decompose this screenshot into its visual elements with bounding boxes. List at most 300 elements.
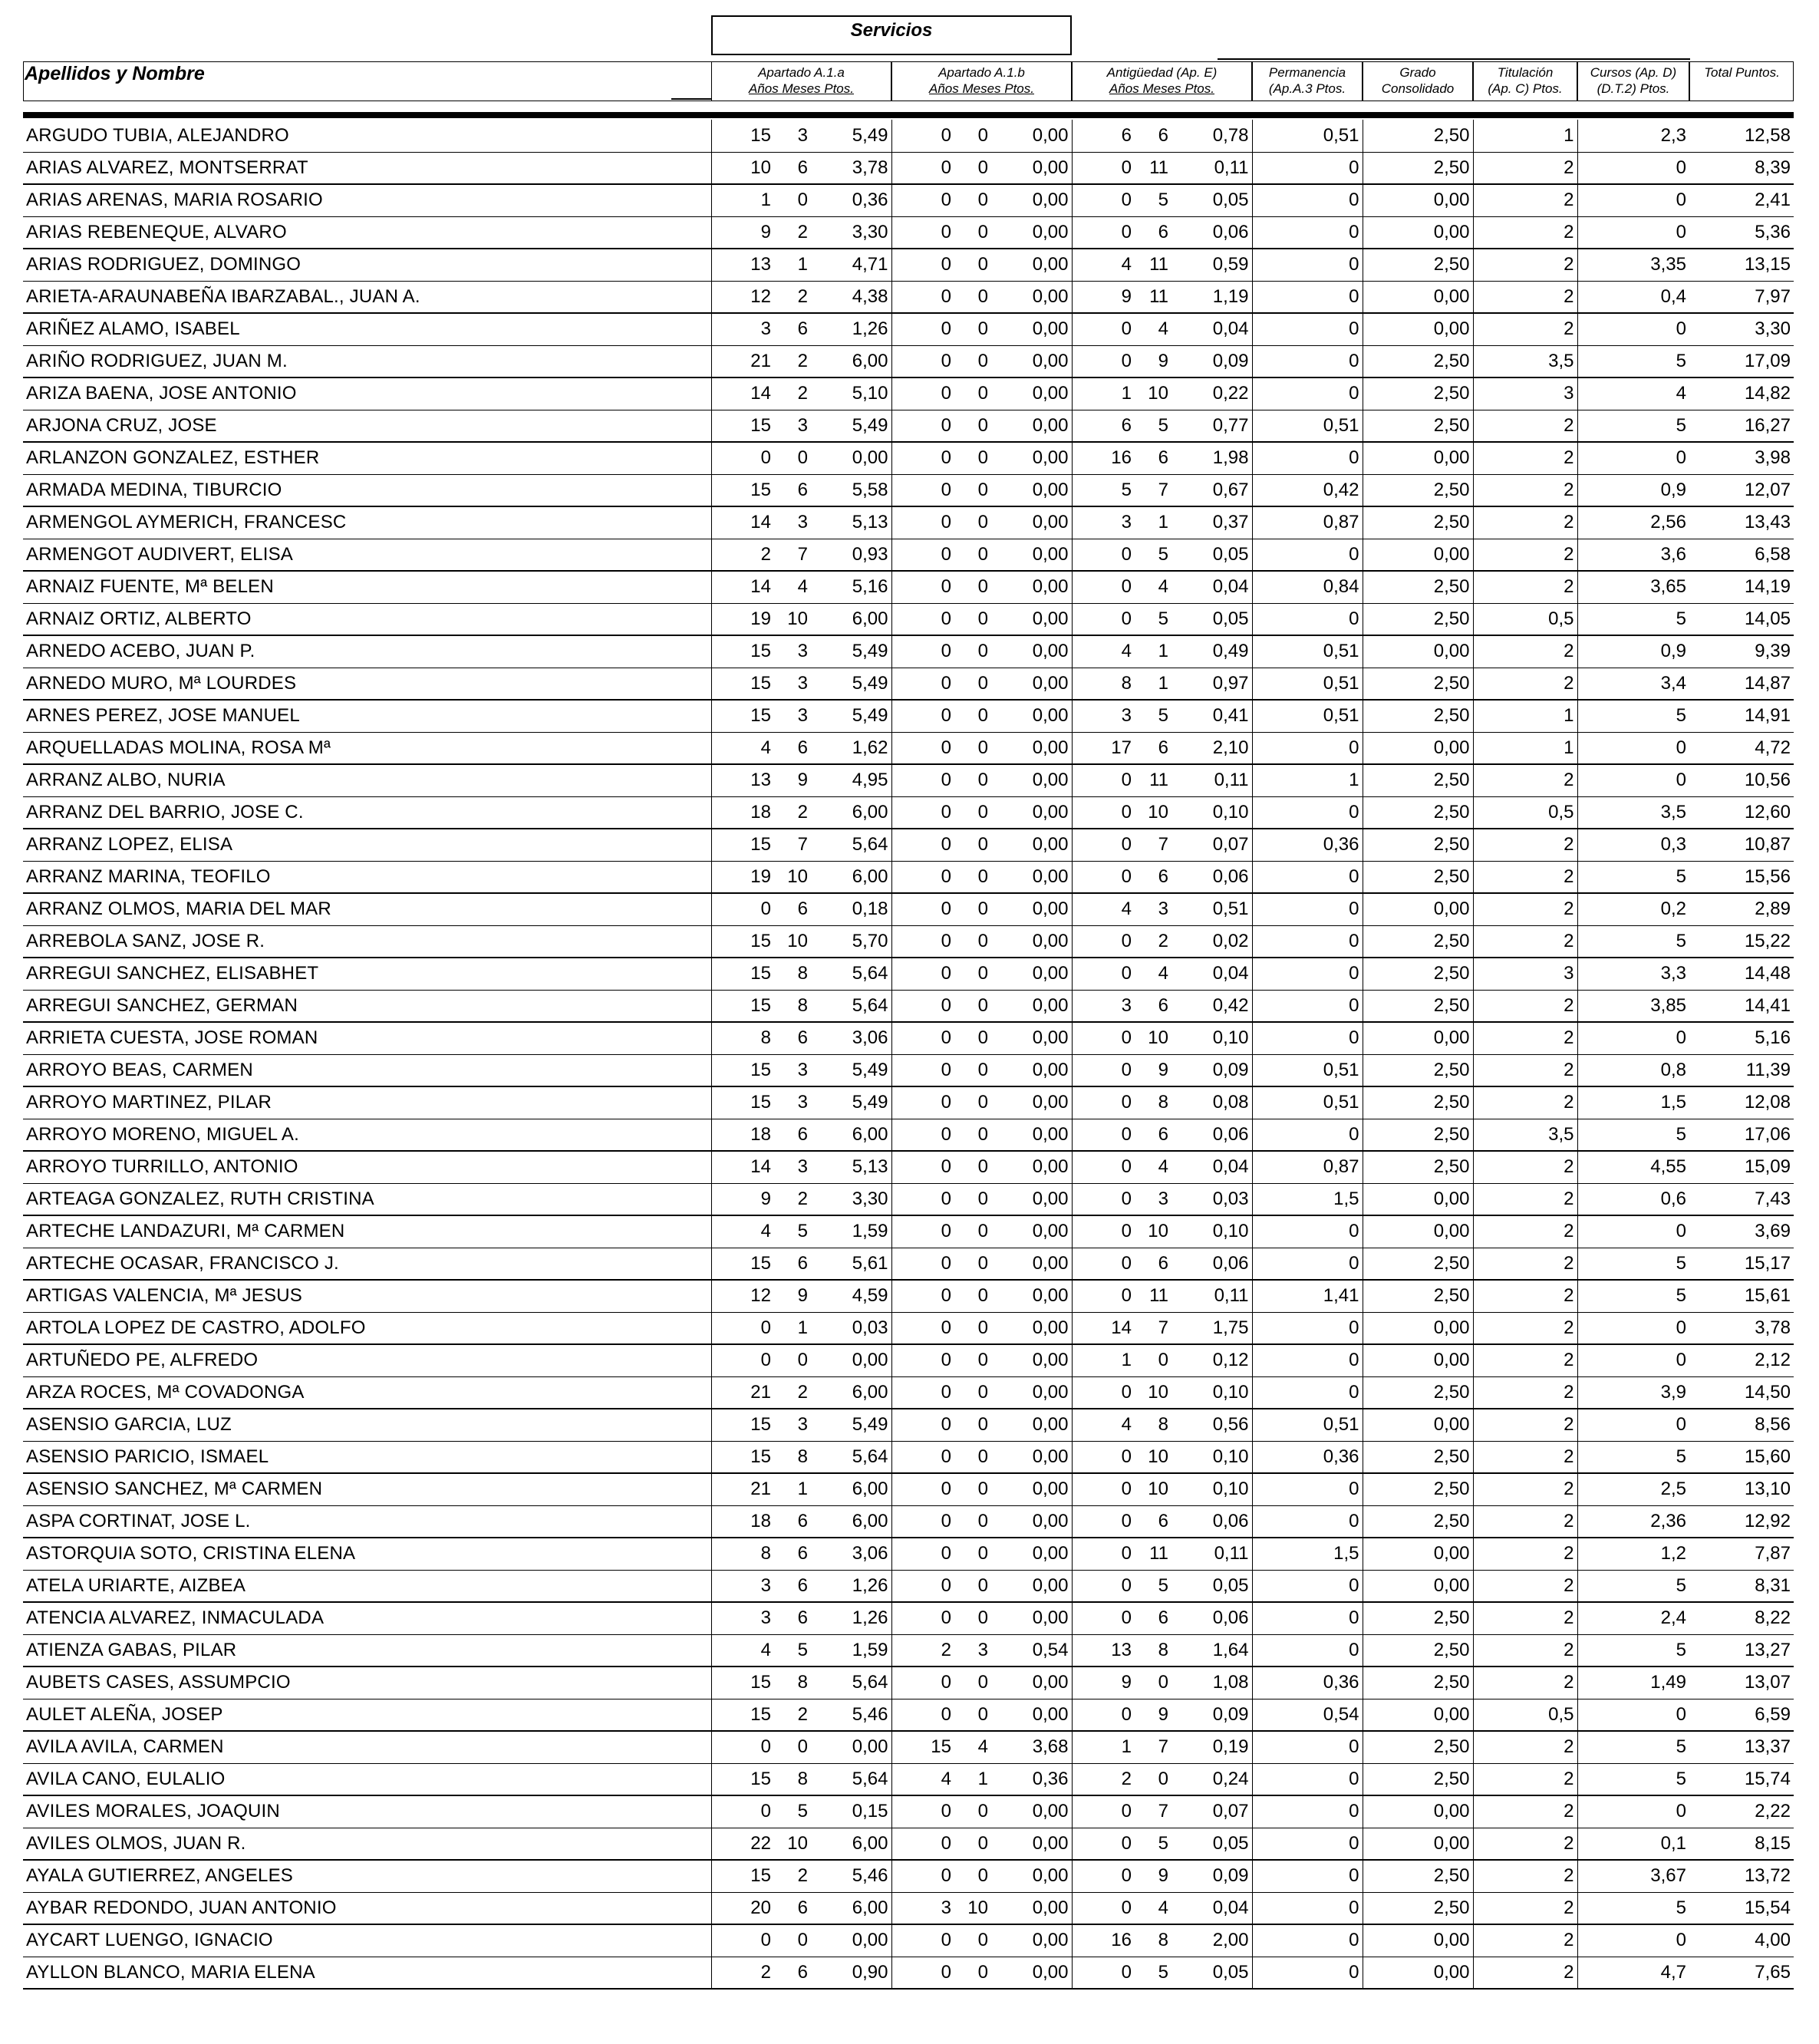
cell-total: 17,09 — [1689, 345, 1794, 377]
cell-a1a-meses: 6 — [774, 1505, 811, 1538]
cell-titulacion: 3 — [1473, 377, 1577, 410]
cell-cursos: 2,56 — [1577, 506, 1689, 539]
cell-grado: 2,50 — [1363, 1280, 1473, 1312]
cell-ant-ptos: 0,41 — [1171, 700, 1252, 732]
cell-a1a-ptos: 5,64 — [811, 829, 891, 861]
cell-permanencia: 0 — [1252, 1376, 1363, 1409]
cell-permanencia: 0 — [1252, 1924, 1363, 1957]
cell-a1a-meses: 3 — [774, 120, 811, 152]
cell-ant-meses: 11 — [1135, 152, 1171, 184]
cell-ant-anos: 5 — [1072, 474, 1135, 506]
cell-permanencia: 0,87 — [1252, 1151, 1363, 1183]
cell-a1b-meses: 0 — [954, 1828, 991, 1860]
apartado-a1b-subtitle: Años Meses Ptos. — [928, 81, 1034, 96]
table-row — [23, 377, 1794, 410]
cell-a1b-ptos: 0,00 — [991, 1183, 1072, 1215]
cell-a1a-ptos: 5,46 — [811, 1860, 891, 1892]
cell-permanencia: 0 — [1252, 1763, 1363, 1795]
cell-ant-meses: 10 — [1135, 796, 1171, 829]
cell-a1b-ptos: 0,00 — [991, 442, 1072, 474]
cell-a1a-anos: 4 — [711, 732, 774, 764]
cell-a1a-anos: 0 — [711, 893, 774, 925]
cell-a1b-anos: 0 — [891, 1795, 954, 1828]
cell-cursos: 0,9 — [1577, 635, 1689, 668]
cell-permanencia: 1,41 — [1252, 1280, 1363, 1312]
cell-ant-meses: 5 — [1135, 603, 1171, 635]
cell-a1a-meses: 6 — [774, 1022, 811, 1054]
cell-name: AYBAR REDONDO, JUAN ANTONIO — [23, 1892, 711, 1924]
cell-a1a-anos: 15 — [711, 1699, 774, 1731]
cell-total: 16,27 — [1689, 410, 1794, 442]
cell-permanencia: 0 — [1252, 1022, 1363, 1054]
cell-a1b-ptos: 0,00 — [991, 1957, 1072, 1989]
cell-a1a-ptos: 5,58 — [811, 474, 891, 506]
cell-name: ARTUÑEDO PE, ALFREDO — [23, 1344, 711, 1376]
cell-total: 8,31 — [1689, 1570, 1794, 1602]
cell-permanencia: 0 — [1252, 958, 1363, 990]
table-row — [23, 764, 1794, 796]
cell-permanencia: 0 — [1252, 1634, 1363, 1667]
cell-total: 13,72 — [1689, 1860, 1794, 1892]
cell-total: 4,72 — [1689, 732, 1794, 764]
cell-titulacion: 2 — [1473, 216, 1577, 249]
cell-total: 7,43 — [1689, 1183, 1794, 1215]
cell-name: ARTEAGA GONZALEZ, RUTH CRISTINA — [23, 1183, 711, 1215]
cell-a1a-ptos: 5,70 — [811, 925, 891, 958]
cell-a1a-ptos: 5,49 — [811, 700, 891, 732]
cell-a1b-anos: 0 — [891, 1957, 954, 1989]
cell-name: ATELA URIARTE, AIZBEA — [23, 1570, 711, 1602]
cell-cursos: 0 — [1577, 1215, 1689, 1248]
table-row — [23, 1312, 1794, 1344]
cell-a1b-anos: 0 — [891, 1119, 954, 1151]
cell-a1b-ptos: 0,00 — [991, 893, 1072, 925]
cell-a1b-anos: 0 — [891, 958, 954, 990]
cell-titulacion: 2 — [1473, 474, 1577, 506]
cell-a1b-meses: 0 — [954, 1667, 991, 1699]
cell-ant-ptos: 0,05 — [1171, 539, 1252, 571]
cell-ant-meses: 1 — [1135, 506, 1171, 539]
cell-total: 15,09 — [1689, 1151, 1794, 1183]
cell-a1b-anos: 0 — [891, 1248, 954, 1280]
cell-grado: 2,50 — [1363, 249, 1473, 281]
cell-permanencia: 0,51 — [1252, 635, 1363, 668]
cell-a1b-anos: 0 — [891, 249, 954, 281]
cell-a1a-ptos: 0,03 — [811, 1312, 891, 1344]
cell-ant-meses: 4 — [1135, 958, 1171, 990]
cell-name: ARMENGOT AUDIVERT, ELISA — [23, 539, 711, 571]
cell-a1a-ptos: 5,49 — [811, 1409, 891, 1441]
cell-permanencia: 0 — [1252, 1828, 1363, 1860]
cell-a1a-anos: 0 — [711, 442, 774, 474]
cell-a1b-ptos: 0,00 — [991, 474, 1072, 506]
cell-name: AYALA GUTIERREZ, ANGELES — [23, 1860, 711, 1892]
cell-a1a-anos: 15 — [711, 829, 774, 861]
cell-permanencia: 0 — [1252, 184, 1363, 216]
cell-cursos: 3,6 — [1577, 539, 1689, 571]
cell-grado: 2,50 — [1363, 829, 1473, 861]
cell-permanencia: 0,36 — [1252, 1441, 1363, 1473]
cell-permanencia: 0,51 — [1252, 1054, 1363, 1086]
cell-grado: 2,50 — [1363, 474, 1473, 506]
cell-a1b-ptos: 0,00 — [991, 1538, 1072, 1570]
cell-total: 14,19 — [1689, 571, 1794, 603]
cell-ant-anos: 0 — [1072, 958, 1135, 990]
cell-total: 13,37 — [1689, 1731, 1794, 1763]
cell-a1b-ptos: 0,00 — [991, 506, 1072, 539]
cell-ant-meses: 5 — [1135, 1828, 1171, 1860]
cell-titulacion: 2 — [1473, 1409, 1577, 1441]
cell-a1b-anos: 0 — [891, 1215, 954, 1248]
cell-cursos: 2,5 — [1577, 1473, 1689, 1505]
cell-titulacion: 2 — [1473, 635, 1577, 668]
cell-total: 3,98 — [1689, 442, 1794, 474]
cell-a1a-anos: 15 — [711, 1248, 774, 1280]
cell-a1b-meses: 0 — [954, 1699, 991, 1731]
cell-ant-meses: 11 — [1135, 1538, 1171, 1570]
table-row — [23, 281, 1794, 313]
cell-a1b-meses: 0 — [954, 345, 991, 377]
cell-a1a-ptos: 6,00 — [811, 1828, 891, 1860]
cell-permanencia: 0,51 — [1252, 1409, 1363, 1441]
cell-ant-meses: 5 — [1135, 410, 1171, 442]
cell-total: 12,07 — [1689, 474, 1794, 506]
cell-name: ARGUDO TUBIA, ALEJANDRO — [23, 120, 711, 152]
cell-ant-ptos: 0,10 — [1171, 1441, 1252, 1473]
cell-permanencia: 0 — [1252, 603, 1363, 635]
cell-ant-meses: 6 — [1135, 861, 1171, 893]
cell-grado: 2,50 — [1363, 1763, 1473, 1795]
cell-a1b-meses: 0 — [954, 1602, 991, 1634]
table-row — [23, 120, 1794, 152]
cell-titulacion: 2 — [1473, 1505, 1577, 1538]
cell-titulacion: 0,5 — [1473, 796, 1577, 829]
cell-ant-meses: 5 — [1135, 700, 1171, 732]
cell-a1a-meses: 2 — [774, 1699, 811, 1731]
cell-ant-meses: 0 — [1135, 1763, 1171, 1795]
apartado-a1a-subtitle: Años Meses Ptos. — [748, 81, 854, 96]
cell-a1a-anos: 14 — [711, 377, 774, 410]
cell-a1b-meses: 0 — [954, 1183, 991, 1215]
cell-a1b-anos: 0 — [891, 1602, 954, 1634]
cell-titulacion: 2 — [1473, 1215, 1577, 1248]
cell-a1b-meses: 0 — [954, 1344, 991, 1376]
cell-a1a-meses: 10 — [774, 925, 811, 958]
cell-name: ARNEDO MURO, Mª LOURDES — [23, 668, 711, 700]
cell-a1a-ptos: 0,00 — [811, 442, 891, 474]
cell-cursos: 0 — [1577, 152, 1689, 184]
cell-titulacion: 2 — [1473, 1731, 1577, 1763]
cell-ant-ptos: 0,56 — [1171, 1409, 1252, 1441]
cell-cursos: 5 — [1577, 1731, 1689, 1763]
cell-ant-ptos: 0,08 — [1171, 1086, 1252, 1119]
cell-name: ASENSIO SANCHEZ, Mª CARMEN — [23, 1473, 711, 1505]
cell-titulacion: 2 — [1473, 925, 1577, 958]
cell-a1a-anos: 18 — [711, 1505, 774, 1538]
cell-grado: 2,50 — [1363, 1376, 1473, 1409]
cell-ant-meses: 3 — [1135, 1183, 1171, 1215]
cell-cursos: 0 — [1577, 184, 1689, 216]
cell-cursos: 1,49 — [1577, 1667, 1689, 1699]
table-row — [23, 1828, 1794, 1860]
cell-a1b-ptos: 0,00 — [991, 1602, 1072, 1634]
cell-cursos: 0,2 — [1577, 893, 1689, 925]
cell-ant-ptos: 0,04 — [1171, 313, 1252, 345]
cell-ant-anos: 9 — [1072, 281, 1135, 313]
cell-ant-ptos: 0,06 — [1171, 1602, 1252, 1634]
cell-grado: 0,00 — [1363, 1570, 1473, 1602]
cell-grado: 2,50 — [1363, 958, 1473, 990]
cell-a1a-ptos: 5,46 — [811, 1699, 891, 1731]
cell-a1b-meses: 0 — [954, 990, 991, 1022]
cell-total: 8,39 — [1689, 152, 1794, 184]
cell-a1a-meses: 8 — [774, 990, 811, 1022]
cell-permanencia: 0 — [1252, 377, 1363, 410]
cell-cursos: 5 — [1577, 700, 1689, 732]
cell-a1b-ptos: 0,00 — [991, 345, 1072, 377]
cell-a1b-ptos: 0,00 — [991, 668, 1072, 700]
cell-a1a-meses: 7 — [774, 829, 811, 861]
cell-ant-anos: 0 — [1072, 216, 1135, 249]
cell-a1b-anos: 0 — [891, 474, 954, 506]
table-row — [23, 1731, 1794, 1763]
cell-a1b-anos: 0 — [891, 442, 954, 474]
cell-a1b-meses: 0 — [954, 861, 991, 893]
cell-a1a-ptos: 0,93 — [811, 539, 891, 571]
cell-ant-anos: 0 — [1072, 152, 1135, 184]
cell-a1a-meses: 6 — [774, 893, 811, 925]
cell-permanencia: 0 — [1252, 1795, 1363, 1828]
cell-titulacion: 2 — [1473, 1441, 1577, 1473]
cell-grado: 0,00 — [1363, 1538, 1473, 1570]
cell-titulacion: 3 — [1473, 958, 1577, 990]
cell-a1b-ptos: 0,00 — [991, 571, 1072, 603]
cell-cursos: 4 — [1577, 377, 1689, 410]
cell-a1b-meses: 0 — [954, 1570, 991, 1602]
cell-a1a-meses: 6 — [774, 313, 811, 345]
cell-a1a-ptos: 5,61 — [811, 1248, 891, 1280]
table-row — [23, 1215, 1794, 1248]
cell-ant-anos: 13 — [1072, 1634, 1135, 1667]
cell-ant-meses: 7 — [1135, 474, 1171, 506]
cell-name: ARIETA-ARAUNABEÑA IBARZABAL., JUAN A. — [23, 281, 711, 313]
cell-grado: 0,00 — [1363, 635, 1473, 668]
cell-titulacion: 2 — [1473, 184, 1577, 216]
cell-ant-ptos: 0,97 — [1171, 668, 1252, 700]
cell-titulacion: 2 — [1473, 1183, 1577, 1215]
cell-name: AUBETS CASES, ASSUMPCIO — [23, 1667, 711, 1699]
cell-a1b-ptos: 0,00 — [991, 1505, 1072, 1538]
cell-a1b-meses: 0 — [954, 184, 991, 216]
cell-a1b-anos: 0 — [891, 410, 954, 442]
cell-a1b-ptos: 0,00 — [991, 1828, 1072, 1860]
cell-cursos: 5 — [1577, 1570, 1689, 1602]
cell-ant-meses: 9 — [1135, 1860, 1171, 1892]
cell-a1a-ptos: 5,49 — [811, 410, 891, 442]
table-row — [23, 1957, 1794, 1989]
cell-a1a-anos: 4 — [711, 1215, 774, 1248]
cell-titulacion: 2 — [1473, 1473, 1577, 1505]
cell-a1b-meses: 0 — [954, 603, 991, 635]
cell-total: 6,58 — [1689, 539, 1794, 571]
cell-a1b-ptos: 0,54 — [991, 1634, 1072, 1667]
cell-ant-meses: 10 — [1135, 1441, 1171, 1473]
cell-a1a-anos: 15 — [711, 1860, 774, 1892]
cell-a1b-meses: 0 — [954, 1312, 991, 1344]
cell-a1b-meses: 0 — [954, 796, 991, 829]
titulacion-title: Titulación — [1497, 65, 1554, 80]
cell-ant-meses: 6 — [1135, 216, 1171, 249]
cell-permanencia: 0 — [1252, 796, 1363, 829]
cell-permanencia: 0 — [1252, 1602, 1363, 1634]
cell-permanencia: 0,51 — [1252, 700, 1363, 732]
cell-a1b-meses: 0 — [954, 1248, 991, 1280]
cell-total: 3,78 — [1689, 1312, 1794, 1344]
table-row — [23, 1763, 1794, 1795]
cell-a1b-anos: 3 — [891, 1892, 954, 1924]
table-row — [23, 925, 1794, 958]
cell-ant-meses: 10 — [1135, 1215, 1171, 1248]
cell-a1b-anos: 0 — [891, 571, 954, 603]
cell-cursos: 2,4 — [1577, 1602, 1689, 1634]
cell-a1b-anos: 0 — [891, 1860, 954, 1892]
cell-ant-anos: 0 — [1072, 861, 1135, 893]
cell-total: 7,87 — [1689, 1538, 1794, 1570]
cell-a1b-meses: 0 — [954, 1280, 991, 1312]
cell-grado: 2,50 — [1363, 377, 1473, 410]
cell-cursos: 3,5 — [1577, 796, 1689, 829]
cell-a1a-meses: 9 — [774, 1280, 811, 1312]
cell-a1a-ptos: 3,06 — [811, 1022, 891, 1054]
cell-titulacion: 2 — [1473, 1667, 1577, 1699]
cell-total: 13,10 — [1689, 1473, 1794, 1505]
table-row — [23, 990, 1794, 1022]
cell-permanencia: 0 — [1252, 1731, 1363, 1763]
cell-grado: 0,00 — [1363, 539, 1473, 571]
cell-ant-anos: 8 — [1072, 668, 1135, 700]
cell-titulacion: 2 — [1473, 1538, 1577, 1570]
cell-permanencia: 0 — [1252, 893, 1363, 925]
cell-total: 10,56 — [1689, 764, 1794, 796]
cell-a1b-ptos: 0,00 — [991, 410, 1072, 442]
cell-total: 12,60 — [1689, 796, 1794, 829]
cell-ant-anos: 0 — [1072, 1699, 1135, 1731]
cell-a1a-meses: 2 — [774, 1860, 811, 1892]
cell-name: AVILES MORALES, JOAQUIN — [23, 1795, 711, 1828]
cell-a1b-anos: 0 — [891, 1409, 954, 1441]
cell-ant-anos: 0 — [1072, 1248, 1135, 1280]
cell-a1a-meses: 8 — [774, 1763, 811, 1795]
cell-total: 3,30 — [1689, 313, 1794, 345]
cell-a1b-meses: 0 — [954, 1376, 991, 1409]
cell-name: ARQUELLADAS MOLINA, ROSA Mª — [23, 732, 711, 764]
cell-a1b-ptos: 0,00 — [991, 1022, 1072, 1054]
cell-ant-anos: 0 — [1072, 313, 1135, 345]
cell-a1b-ptos: 0,00 — [991, 732, 1072, 764]
cell-titulacion: 2 — [1473, 1344, 1577, 1376]
cell-ant-ptos: 0,05 — [1171, 184, 1252, 216]
cell-a1a-ptos: 1,26 — [811, 1602, 891, 1634]
cell-ant-ptos: 0,37 — [1171, 506, 1252, 539]
cell-a1b-anos: 0 — [891, 1570, 954, 1602]
cell-grado: 2,50 — [1363, 1731, 1473, 1763]
cell-ant-meses: 6 — [1135, 990, 1171, 1022]
cell-permanencia: 0 — [1252, 1119, 1363, 1151]
cell-a1a-meses: 0 — [774, 1344, 811, 1376]
cell-cursos: 0 — [1577, 1022, 1689, 1054]
table-row — [23, 1119, 1794, 1151]
cell-a1b-meses: 0 — [954, 1409, 991, 1441]
cell-a1a-ptos: 5,64 — [811, 990, 891, 1022]
cell-ant-anos: 0 — [1072, 829, 1135, 861]
cell-a1a-ptos: 6,00 — [811, 1376, 891, 1409]
cell-permanencia: 1 — [1252, 764, 1363, 796]
cell-a1a-anos: 3 — [711, 1602, 774, 1634]
cell-a1a-anos: 0 — [711, 1924, 774, 1957]
cell-cursos: 5 — [1577, 1634, 1689, 1667]
cell-permanencia: 0,84 — [1252, 571, 1363, 603]
cell-a1b-anos: 0 — [891, 1828, 954, 1860]
cell-ant-ptos: 0,10 — [1171, 1022, 1252, 1054]
cell-a1b-anos: 0 — [891, 1538, 954, 1570]
cell-a1a-meses: 3 — [774, 1151, 811, 1183]
cell-ant-ptos: 0,11 — [1171, 1538, 1252, 1570]
cell-name: ARJONA CRUZ, JOSE — [23, 410, 711, 442]
cell-name: AYCART LUENGO, IGNACIO — [23, 1924, 711, 1957]
cell-a1b-meses: 0 — [954, 668, 991, 700]
cell-ant-anos: 4 — [1072, 1409, 1135, 1441]
cell-grado: 2,50 — [1363, 152, 1473, 184]
cell-grado: 2,50 — [1363, 603, 1473, 635]
cell-a1b-anos: 4 — [891, 1763, 954, 1795]
cell-a1a-meses: 5 — [774, 1634, 811, 1667]
cell-ant-meses: 5 — [1135, 184, 1171, 216]
cell-cursos: 0 — [1577, 732, 1689, 764]
cell-name: ARIAS ARENAS, MARIA ROSARIO — [23, 184, 711, 216]
cell-ant-anos: 4 — [1072, 893, 1135, 925]
cell-grado: 2,50 — [1363, 1054, 1473, 1086]
cell-a1b-anos: 0 — [891, 1312, 954, 1344]
cell-ant-ptos: 0,10 — [1171, 1473, 1252, 1505]
cell-a1a-anos: 15 — [711, 410, 774, 442]
cell-name: ARTECHE OCASAR, FRANCISCO J. — [23, 1248, 711, 1280]
cell-a1a-ptos: 0,00 — [811, 1344, 891, 1376]
cell-ant-meses: 10 — [1135, 377, 1171, 410]
cell-a1b-ptos: 0,00 — [991, 1054, 1072, 1086]
cell-a1a-anos: 15 — [711, 635, 774, 668]
antiguedad-subtitle: Años Meses Ptos. — [1109, 81, 1214, 96]
cell-a1b-ptos: 0,00 — [991, 1344, 1072, 1376]
cell-ant-ptos: 0,11 — [1171, 152, 1252, 184]
cell-cursos: 3,9 — [1577, 1376, 1689, 1409]
cell-a1b-meses: 4 — [954, 1731, 991, 1763]
cell-a1a-meses: 3 — [774, 700, 811, 732]
cell-name: ARROYO TURRILLO, ANTONIO — [23, 1151, 711, 1183]
cell-a1b-anos: 0 — [891, 281, 954, 313]
cell-cursos: 3,4 — [1577, 668, 1689, 700]
cell-cursos: 0 — [1577, 442, 1689, 474]
cell-a1a-meses: 2 — [774, 216, 811, 249]
cell-permanencia: 0 — [1252, 1312, 1363, 1344]
cell-titulacion: 2 — [1473, 281, 1577, 313]
cell-name: ARIAS REBENEQUE, ALVARO — [23, 216, 711, 249]
cell-a1b-ptos: 0,00 — [991, 1924, 1072, 1957]
table-row — [23, 796, 1794, 829]
cell-grado: 0,00 — [1363, 442, 1473, 474]
cell-titulacion: 1 — [1473, 120, 1577, 152]
cell-total: 12,58 — [1689, 120, 1794, 152]
cell-ant-ptos: 0,06 — [1171, 216, 1252, 249]
